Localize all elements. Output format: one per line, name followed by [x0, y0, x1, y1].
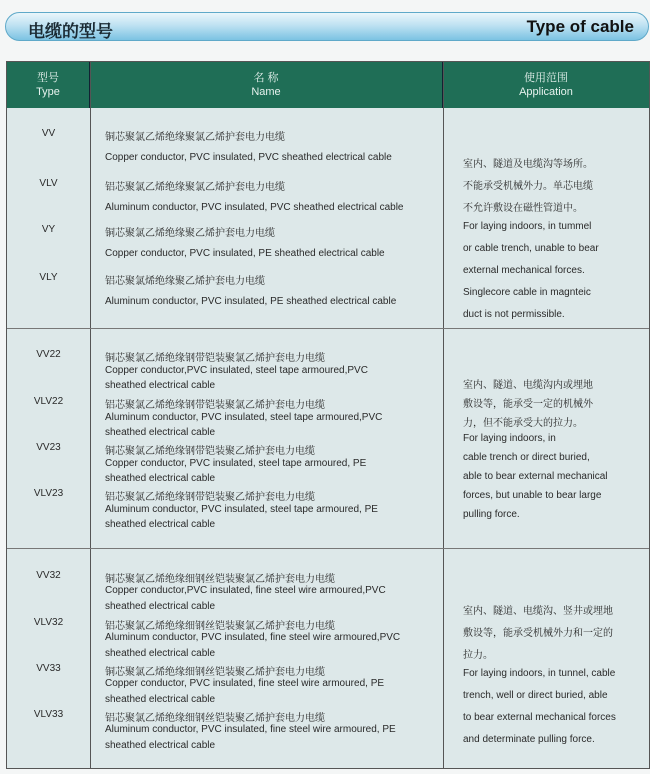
application-line: 力，但不能承受大的拉力。 [463, 418, 583, 429]
cable-name-line: 铝芯聚氯乙烯绝缘细钢丝铠装聚氯乙烯护套电力电缆 [105, 621, 335, 632]
application-line: external mechanical forces. [463, 265, 585, 276]
cable-name-line: 铜芯聚氯乙烯绝缘钢带铠装聚氯乙烯护套电力电缆 [105, 353, 325, 364]
cable-name-line: sheathed electrical cable [105, 519, 216, 530]
application-line: and determinate pulling force. [463, 734, 595, 745]
cable-name-line: Copper conductor, PVC insulated, PVC sheathed electrical cable [105, 152, 392, 163]
cable-name-line: Copper conductor,PVC insulated, steel tape armoured,PVC [105, 364, 368, 376]
application-line: 敷设等，能承受机械外力和一定的 [463, 628, 613, 639]
cable-type-code: VLY [39, 272, 58, 283]
cable-name-line: Aluminum conductor, PVC insulated, PVC sheathed electrical cable [105, 202, 404, 213]
cable-name-line: 铝芯聚氯乙烯绝缘聚氯乙烯护套电力电缆 [105, 182, 285, 193]
cable-name-line: Aluminum conductor, PVC insulated, steel tape armoured,PVC [105, 411, 383, 423]
application-line: or cable trench, unable to bear [463, 243, 599, 254]
application-line: 敷设等，能承受一定的机械外 [463, 399, 593, 410]
cable-name-line: Aluminum conductor, PVC insulated, steel tape armoured, PE [105, 503, 378, 515]
header-name-en: Name [251, 86, 281, 98]
cable-name-line: Copper conductor, PVC insulated, PE sheathed electrical cable [105, 248, 385, 259]
header-name-cn: 名 称 [253, 72, 279, 84]
cable-name-line: 铜芯聚氯乙烯绝缘细钢丝铠装聚乙烯护套电力电缆 [105, 667, 325, 678]
cable-name-line: Aluminum conductor, PVC insulated, PE sheathed electrical cable [105, 296, 397, 307]
section-divider [7, 328, 649, 329]
cable-type-table [6, 61, 650, 769]
header-app-en: Application [519, 86, 573, 98]
header-name [90, 62, 443, 108]
cable-name-line: Copper conductor, PVC insulated, steel tape armoured, PE [105, 457, 367, 469]
cable-name-line: Copper conductor, PVC insulated, fine steel wire armoured, PE [105, 678, 385, 690]
application-line: Singlecore cable in magnteic [463, 287, 591, 298]
application-line: For laying indoors, in tummel [463, 221, 592, 232]
application-line: cable trench or direct buried, [463, 452, 590, 463]
title-banner [5, 12, 649, 41]
cable-name-line: 铝芯聚氯乙烯绝缘钢带铠装聚氯乙烯护套电力电缆 [105, 400, 325, 411]
cable-type-code: VLV32 [33, 617, 64, 628]
cable-type-code: VV23 [36, 442, 61, 453]
cable-name-line: sheathed electrical cable [105, 600, 216, 612]
cable-name-line: sheathed electrical cable [105, 693, 216, 705]
cable-name-line: Aluminum conductor, PVC insulated, fine steel wire armoured, PE [105, 724, 396, 736]
cable-name-line: Copper conductor,PVC insulated, fine steel wire armoured,PVC [105, 585, 386, 597]
cable-type-code: VV22 [36, 349, 61, 360]
column-divider [90, 62, 91, 768]
application-line: duct is not permissible. [463, 309, 565, 320]
application-line: pulling force. [463, 509, 520, 520]
cable-name-line: 铜芯聚氯乙烯绝缘细钢丝铠装聚氯乙烯护套电力电缆 [105, 574, 335, 585]
cable-name-line: 铜芯聚氯乙烯绝缘聚氯乙烯护套电力电缆 [105, 132, 285, 143]
application-line: 拉力。 [463, 650, 493, 661]
cable-name-line: sheathed electrical cable [105, 739, 216, 751]
cable-type-code: VV32 [36, 570, 61, 581]
header-app-cn: 使用范围 [524, 72, 568, 84]
application-line: 不允许敷设在磁性管道中。 [463, 203, 583, 214]
cable-type-code: VLV23 [33, 488, 64, 499]
cable-name-line: sheathed electrical cable [105, 427, 216, 438]
cable-type-code: VLV33 [33, 709, 64, 720]
column-divider [443, 62, 444, 768]
application-line: For laying indoors, in tunnel, cable [463, 668, 616, 679]
application-line: forces, but unable to bear large [463, 490, 602, 501]
header-type-cn: 型号 [37, 72, 59, 84]
application-line: For laying indoors, in [463, 433, 556, 444]
title-en: Type of cable [526, 17, 634, 36]
cable-type-code: VV33 [36, 663, 61, 674]
cable-name-line: 铝芯聚氯乙烯绝缘钢带铠装聚乙烯护套电力电缆 [105, 492, 315, 503]
application-line: trench, well or direct buried, able [463, 690, 608, 701]
section-divider [7, 548, 649, 549]
cable-type-code: VLV [39, 178, 58, 189]
application-line: 室内、隧道、电缆沟、竖井或埋地 [463, 606, 613, 617]
cable-name-line: 铜芯聚氯乙烯绝缘聚乙烯护套电力电缆 [105, 228, 275, 239]
cable-type-code: VY [41, 224, 56, 235]
application-line: 不能承受机械外力。单芯电缆 [463, 181, 593, 192]
cable-name-line: sheathed electrical cable [105, 473, 216, 484]
cable-type-code: VLV22 [33, 396, 64, 407]
cable-type-code: VV [41, 128, 56, 139]
header-type [7, 62, 90, 108]
title-cn: 电缆的型号 [28, 22, 113, 41]
cable-name-line: 铝芯聚氯烯绝缘聚乙烯护套电力电缆 [105, 276, 265, 287]
cable-name-line: sheathed electrical cable [105, 647, 216, 659]
application-line: 室内、隧道、电缆沟内或埋地 [463, 380, 593, 391]
cable-name-line: 铝芯聚氯乙烯绝缘细钢丝铠装聚乙烯护套电力电缆 [105, 713, 325, 724]
application-line: able to bear external mechanical [463, 471, 608, 482]
cable-name-line: Aluminum conductor, PVC insulated, fine steel wire armoured,PVC [105, 632, 401, 644]
cable-name-line: sheathed electrical cable [105, 380, 216, 391]
application-line: 室内、隧道及电缆沟等场所。 [463, 159, 593, 170]
cable-name-line: 铜芯聚氯乙烯绝缘钢带铠装聚乙烯护套电力电缆 [105, 446, 315, 457]
header-type-en: Type [36, 86, 60, 98]
header-application [443, 62, 649, 108]
application-line: to bear external mechanical forces [463, 712, 616, 723]
